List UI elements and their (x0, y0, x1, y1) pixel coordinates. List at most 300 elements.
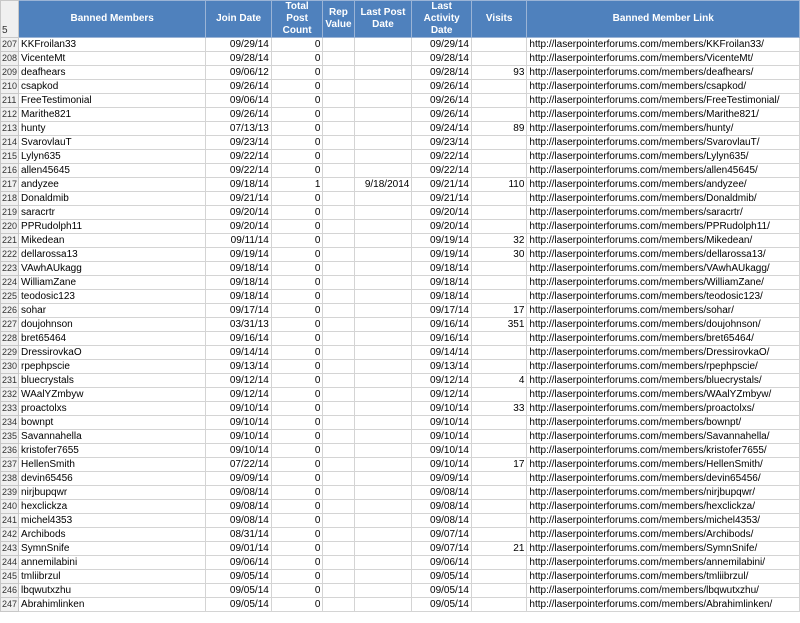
last-activity-date-cell[interactable]: 09/10/14 (412, 444, 472, 458)
member-link-cell[interactable]: http://laserpointerforums.com/members/nirjbupqwr/ (527, 486, 800, 500)
rep-value-cell[interactable] (323, 472, 354, 486)
visits-cell[interactable] (471, 430, 526, 444)
post-count-cell[interactable]: 0 (271, 430, 323, 444)
member-name-cell[interactable]: hunty (19, 122, 206, 136)
rep-value-cell[interactable] (323, 206, 354, 220)
join-date-cell[interactable]: 09/10/14 (206, 416, 271, 430)
member-link-cell[interactable]: http://laserpointerforums.com/members/DressirovkaO/ (527, 346, 800, 360)
last-activity-date-cell[interactable]: 09/24/14 (412, 122, 472, 136)
join-date-cell[interactable]: 07/22/14 (206, 458, 271, 472)
join-date-cell[interactable]: 08/31/14 (206, 528, 271, 542)
member-name-cell[interactable]: Lylyn635 (19, 150, 206, 164)
last-post-date-cell[interactable] (354, 332, 412, 346)
rep-value-cell[interactable] (323, 486, 354, 500)
visits-cell[interactable] (471, 388, 526, 402)
join-date-cell[interactable]: 09/09/14 (206, 472, 271, 486)
row-number[interactable]: 215 (1, 150, 19, 164)
last-activity-date-cell[interactable]: 09/12/14 (412, 374, 472, 388)
post-count-cell[interactable]: 0 (271, 388, 323, 402)
member-name-cell[interactable]: saracrtr (19, 206, 206, 220)
visits-cell[interactable] (471, 38, 526, 52)
member-link-cell[interactable]: http://laserpointerforums.com/members/hunty/ (527, 122, 800, 136)
last-activity-date-cell[interactable]: 09/07/14 (412, 542, 472, 556)
last-activity-date-cell[interactable]: 09/10/14 (412, 458, 472, 472)
visits-cell[interactable]: 32 (471, 234, 526, 248)
join-date-cell[interactable]: 09/26/14 (206, 108, 271, 122)
member-link-cell[interactable]: http://laserpointerforums.com/members/rpephpscie/ (527, 360, 800, 374)
row-number[interactable]: 225 (1, 290, 19, 304)
member-link-cell[interactable]: http://laserpointerforums.com/members/PPRudolph11/ (527, 220, 800, 234)
member-link-cell[interactable]: http://laserpointerforums.com/members/Donaldmib/ (527, 192, 800, 206)
last-post-date-cell[interactable] (354, 318, 412, 332)
last-post-date-cell[interactable] (354, 528, 412, 542)
row-number[interactable]: 236 (1, 444, 19, 458)
post-count-cell[interactable]: 0 (271, 486, 323, 500)
rep-value-cell[interactable] (323, 38, 354, 52)
visits-cell[interactable] (471, 332, 526, 346)
member-name-cell[interactable]: devin65456 (19, 472, 206, 486)
member-link-cell[interactable]: http://laserpointerforums.com/members/bownpt/ (527, 416, 800, 430)
post-count-cell[interactable]: 0 (271, 52, 323, 66)
last-activity-date-cell[interactable]: 09/21/14 (412, 178, 472, 192)
row-number[interactable]: 238 (1, 472, 19, 486)
row-number[interactable]: 216 (1, 164, 19, 178)
member-name-cell[interactable]: VicenteMt (19, 52, 206, 66)
last-post-date-cell[interactable] (354, 542, 412, 556)
join-date-cell[interactable]: 09/18/14 (206, 262, 271, 276)
header-total-post-count[interactable]: Total Post Count (271, 1, 323, 38)
visits-cell[interactable] (471, 290, 526, 304)
rep-value-cell[interactable] (323, 234, 354, 248)
member-name-cell[interactable]: hexclickza (19, 500, 206, 514)
join-date-cell[interactable]: 09/08/14 (206, 500, 271, 514)
last-activity-date-cell[interactable]: 09/09/14 (412, 472, 472, 486)
row-number[interactable]: 221 (1, 234, 19, 248)
join-date-cell[interactable]: 09/19/14 (206, 248, 271, 262)
member-name-cell[interactable]: Mikedean (19, 234, 206, 248)
visits-cell[interactable] (471, 220, 526, 234)
last-post-date-cell[interactable] (354, 444, 412, 458)
header-banned-members[interactable]: Banned Members (19, 1, 206, 38)
last-post-date-cell[interactable] (354, 80, 412, 94)
post-count-cell[interactable]: 0 (271, 304, 323, 318)
member-link-cell[interactable]: http://laserpointerforums.com/members/proactolxs/ (527, 402, 800, 416)
member-name-cell[interactable]: dellarossa13 (19, 248, 206, 262)
post-count-cell[interactable]: 0 (271, 234, 323, 248)
row-number[interactable]: 230 (1, 360, 19, 374)
member-name-cell[interactable]: HellenSmith (19, 458, 206, 472)
visits-cell[interactable] (471, 206, 526, 220)
row-number[interactable]: 213 (1, 122, 19, 136)
last-activity-date-cell[interactable]: 09/28/14 (412, 52, 472, 66)
rep-value-cell[interactable] (323, 220, 354, 234)
last-post-date-cell[interactable] (354, 122, 412, 136)
join-date-cell[interactable]: 09/10/14 (206, 430, 271, 444)
join-date-cell[interactable]: 09/14/14 (206, 346, 271, 360)
row-number[interactable]: 246 (1, 584, 19, 598)
join-date-cell[interactable]: 09/20/14 (206, 220, 271, 234)
member-link-cell[interactable]: http://laserpointerforums.com/members/michel4353/ (527, 514, 800, 528)
member-name-cell[interactable]: proactolxs (19, 402, 206, 416)
post-count-cell[interactable]: 0 (271, 262, 323, 276)
member-name-cell[interactable]: bret65464 (19, 332, 206, 346)
row-number[interactable]: 223 (1, 262, 19, 276)
join-date-cell[interactable]: 09/26/14 (206, 80, 271, 94)
member-link-cell[interactable]: http://laserpointerforums.com/members/Mikedean/ (527, 234, 800, 248)
post-count-cell[interactable]: 0 (271, 192, 323, 206)
join-date-cell[interactable]: 09/10/14 (206, 444, 271, 458)
member-link-cell[interactable]: http://laserpointerforums.com/members/FreeTestimonial/ (527, 94, 800, 108)
last-activity-date-cell[interactable]: 09/10/14 (412, 402, 472, 416)
rep-value-cell[interactable] (323, 52, 354, 66)
visits-cell[interactable]: 89 (471, 122, 526, 136)
member-name-cell[interactable]: doujohnson (19, 318, 206, 332)
last-activity-date-cell[interactable]: 09/28/14 (412, 66, 472, 80)
join-date-cell[interactable]: 09/18/14 (206, 290, 271, 304)
visits-cell[interactable] (471, 276, 526, 290)
member-name-cell[interactable]: allen45645 (19, 164, 206, 178)
row-number[interactable]: 226 (1, 304, 19, 318)
post-count-cell[interactable]: 0 (271, 150, 323, 164)
row-number[interactable]: 228 (1, 332, 19, 346)
join-date-cell[interactable]: 09/05/14 (206, 598, 271, 612)
last-activity-date-cell[interactable]: 09/26/14 (412, 108, 472, 122)
last-activity-date-cell[interactable]: 09/05/14 (412, 570, 472, 584)
visits-cell[interactable] (471, 598, 526, 612)
member-link-cell[interactable]: http://laserpointerforums.com/members/hexclickza/ (527, 500, 800, 514)
member-link-cell[interactable]: http://laserpointerforums.com/members/KKFroilan33/ (527, 38, 800, 52)
join-date-cell[interactable]: 09/12/14 (206, 388, 271, 402)
join-date-cell[interactable]: 09/21/14 (206, 192, 271, 206)
last-post-date-cell[interactable] (354, 514, 412, 528)
last-post-date-cell[interactable] (354, 136, 412, 150)
visits-cell[interactable]: 110 (471, 178, 526, 192)
last-post-date-cell[interactable] (354, 66, 412, 80)
join-date-cell[interactable]: 09/22/14 (206, 164, 271, 178)
member-link-cell[interactable]: http://laserpointerforums.com/members/Lylyn635/ (527, 150, 800, 164)
member-link-cell[interactable]: http://laserpointerforums.com/members/Savannahella/ (527, 430, 800, 444)
member-link-cell[interactable]: http://laserpointerforums.com/members/andyzee/ (527, 178, 800, 192)
row-number[interactable]: 243 (1, 542, 19, 556)
member-name-cell[interactable]: DressirovkaO (19, 346, 206, 360)
last-activity-date-cell[interactable]: 09/06/14 (412, 556, 472, 570)
member-link-cell[interactable]: http://laserpointerforums.com/members/deafhears/ (527, 66, 800, 80)
member-name-cell[interactable]: lbqwutxzhu (19, 584, 206, 598)
row-number[interactable]: 237 (1, 458, 19, 472)
rep-value-cell[interactable] (323, 402, 354, 416)
row-number[interactable]: 242 (1, 528, 19, 542)
post-count-cell[interactable]: 0 (271, 94, 323, 108)
join-date-cell[interactable]: 09/05/14 (206, 584, 271, 598)
last-post-date-cell[interactable] (354, 402, 412, 416)
last-post-date-cell[interactable] (354, 192, 412, 206)
member-link-cell[interactable]: http://laserpointerforums.com/members/csapkod/ (527, 80, 800, 94)
last-post-date-cell[interactable] (354, 290, 412, 304)
last-activity-date-cell[interactable]: 09/12/14 (412, 388, 472, 402)
rep-value-cell[interactable] (323, 542, 354, 556)
rep-value-cell[interactable] (323, 374, 354, 388)
join-date-cell[interactable]: 09/22/14 (206, 150, 271, 164)
visits-cell[interactable] (471, 416, 526, 430)
rep-value-cell[interactable] (323, 430, 354, 444)
rep-value-cell[interactable] (323, 528, 354, 542)
last-post-date-cell[interactable] (354, 374, 412, 388)
rep-value-cell[interactable] (323, 500, 354, 514)
visits-cell[interactable] (471, 52, 526, 66)
row-number[interactable]: 233 (1, 402, 19, 416)
last-activity-date-cell[interactable]: 09/23/14 (412, 136, 472, 150)
visits-cell[interactable] (471, 500, 526, 514)
rep-value-cell[interactable] (323, 444, 354, 458)
post-count-cell[interactable]: 0 (271, 80, 323, 94)
member-name-cell[interactable]: Donaldmib (19, 192, 206, 206)
member-name-cell[interactable]: Savannahella (19, 430, 206, 444)
join-date-cell[interactable]: 09/20/14 (206, 206, 271, 220)
row-number[interactable]: 232 (1, 388, 19, 402)
visits-cell[interactable] (471, 514, 526, 528)
rep-value-cell[interactable] (323, 164, 354, 178)
rep-value-cell[interactable] (323, 150, 354, 164)
join-date-cell[interactable]: 09/10/14 (206, 402, 271, 416)
join-date-cell[interactable]: 09/01/14 (206, 542, 271, 556)
post-count-cell[interactable]: 0 (271, 374, 323, 388)
last-post-date-cell[interactable] (354, 38, 412, 52)
member-link-cell[interactable]: http://laserpointerforums.com/members/HellenSmith/ (527, 458, 800, 472)
visits-cell[interactable] (471, 192, 526, 206)
last-activity-date-cell[interactable]: 09/21/14 (412, 192, 472, 206)
last-post-date-cell[interactable] (354, 430, 412, 444)
post-count-cell[interactable]: 0 (271, 444, 323, 458)
join-date-cell[interactable]: 07/13/13 (206, 122, 271, 136)
last-activity-date-cell[interactable]: 09/19/14 (412, 234, 472, 248)
rep-value-cell[interactable] (323, 136, 354, 150)
member-name-cell[interactable]: VAwhAUkagg (19, 262, 206, 276)
visits-cell[interactable] (471, 360, 526, 374)
member-name-cell[interactable]: andyzee (19, 178, 206, 192)
member-link-cell[interactable]: http://laserpointerforums.com/members/annemilabini/ (527, 556, 800, 570)
member-link-cell[interactable]: http://laserpointerforums.com/members/bret65464/ (527, 332, 800, 346)
post-count-cell[interactable]: 0 (271, 542, 323, 556)
member-link-cell[interactable]: http://laserpointerforums.com/members/allen45645/ (527, 164, 800, 178)
member-link-cell[interactable]: http://laserpointerforums.com/members/WAalYZmbyw/ (527, 388, 800, 402)
member-link-cell[interactable]: http://laserpointerforums.com/members/lbqwutxzhu/ (527, 584, 800, 598)
post-count-cell[interactable]: 0 (271, 514, 323, 528)
last-post-date-cell[interactable] (354, 234, 412, 248)
visits-cell[interactable]: 21 (471, 542, 526, 556)
rep-value-cell[interactable] (323, 108, 354, 122)
last-post-date-cell[interactable] (354, 598, 412, 612)
row-number[interactable]: 219 (1, 206, 19, 220)
member-name-cell[interactable]: tmliibrzul (19, 570, 206, 584)
header-banned-member-link[interactable]: Banned Member Link (527, 1, 800, 38)
post-count-cell[interactable]: 0 (271, 38, 323, 52)
join-date-cell[interactable]: 09/11/14 (206, 234, 271, 248)
member-link-cell[interactable]: http://laserpointerforums.com/members/tmliibrzul/ (527, 570, 800, 584)
row-number[interactable]: 214 (1, 136, 19, 150)
last-post-date-cell[interactable] (354, 52, 412, 66)
last-activity-date-cell[interactable]: 09/05/14 (412, 598, 472, 612)
join-date-cell[interactable]: 09/23/14 (206, 136, 271, 150)
member-name-cell[interactable]: SymnSnife (19, 542, 206, 556)
visits-cell[interactable] (471, 108, 526, 122)
member-name-cell[interactable]: Marithe821 (19, 108, 206, 122)
row-number[interactable]: 212 (1, 108, 19, 122)
post-count-cell[interactable]: 0 (271, 290, 323, 304)
last-post-date-cell[interactable] (354, 150, 412, 164)
visits-cell[interactable]: 17 (471, 304, 526, 318)
last-activity-date-cell[interactable]: 09/26/14 (412, 80, 472, 94)
last-activity-date-cell[interactable]: 09/18/14 (412, 290, 472, 304)
last-activity-date-cell[interactable]: 09/05/14 (412, 584, 472, 598)
last-post-date-cell[interactable] (354, 220, 412, 234)
member-name-cell[interactable]: kristofer7655 (19, 444, 206, 458)
rep-value-cell[interactable] (323, 304, 354, 318)
row-number[interactable]: 209 (1, 66, 19, 80)
row-number[interactable]: 244 (1, 556, 19, 570)
member-link-cell[interactable]: http://laserpointerforums.com/members/dellarossa13/ (527, 248, 800, 262)
member-name-cell[interactable]: michel4353 (19, 514, 206, 528)
rep-value-cell[interactable] (323, 178, 354, 192)
last-post-date-cell[interactable] (354, 346, 412, 360)
visits-cell[interactable] (471, 528, 526, 542)
member-name-cell[interactable]: bluecrystals (19, 374, 206, 388)
member-name-cell[interactable]: rpephpscie (19, 360, 206, 374)
join-date-cell[interactable]: 09/06/14 (206, 556, 271, 570)
member-name-cell[interactable]: csapkod (19, 80, 206, 94)
post-count-cell[interactable]: 0 (271, 206, 323, 220)
rep-value-cell[interactable] (323, 262, 354, 276)
member-name-cell[interactable]: WAalYZmbyw (19, 388, 206, 402)
post-count-cell[interactable]: 0 (271, 360, 323, 374)
visits-cell[interactable] (471, 150, 526, 164)
join-date-cell[interactable]: 03/31/13 (206, 318, 271, 332)
rep-value-cell[interactable] (323, 570, 354, 584)
post-count-cell[interactable]: 0 (271, 276, 323, 290)
visits-cell[interactable] (471, 584, 526, 598)
member-name-cell[interactable]: PPRudolph11 (19, 220, 206, 234)
member-link-cell[interactable]: http://laserpointerforums.com/members/Abrahimlinken/ (527, 598, 800, 612)
rep-value-cell[interactable] (323, 346, 354, 360)
post-count-cell[interactable]: 0 (271, 584, 323, 598)
post-count-cell[interactable]: 1 (271, 178, 323, 192)
post-count-cell[interactable]: 0 (271, 458, 323, 472)
last-activity-date-cell[interactable]: 09/08/14 (412, 500, 472, 514)
last-activity-date-cell[interactable]: 09/26/14 (412, 94, 472, 108)
post-count-cell[interactable]: 0 (271, 108, 323, 122)
row-number-header[interactable]: 5 (1, 1, 19, 38)
post-count-cell[interactable]: 0 (271, 220, 323, 234)
last-activity-date-cell[interactable]: 09/14/14 (412, 346, 472, 360)
rep-value-cell[interactable] (323, 556, 354, 570)
rep-value-cell[interactable] (323, 318, 354, 332)
row-number[interactable]: 247 (1, 598, 19, 612)
post-count-cell[interactable]: 0 (271, 332, 323, 346)
join-date-cell[interactable]: 09/06/12 (206, 66, 271, 80)
row-number[interactable]: 217 (1, 178, 19, 192)
join-date-cell[interactable]: 09/18/14 (206, 178, 271, 192)
header-visits[interactable]: Visits (471, 1, 526, 38)
member-link-cell[interactable]: http://laserpointerforums.com/members/sohar/ (527, 304, 800, 318)
header-join-date[interactable]: Join Date (206, 1, 271, 38)
row-number[interactable]: 239 (1, 486, 19, 500)
last-post-date-cell[interactable] (354, 556, 412, 570)
rep-value-cell[interactable] (323, 192, 354, 206)
member-link-cell[interactable]: http://laserpointerforums.com/members/WilliamZane/ (527, 276, 800, 290)
row-number[interactable]: 220 (1, 220, 19, 234)
last-post-date-cell[interactable] (354, 248, 412, 262)
rep-value-cell[interactable] (323, 66, 354, 80)
row-number[interactable]: 222 (1, 248, 19, 262)
join-date-cell[interactable]: 09/12/14 (206, 374, 271, 388)
member-link-cell[interactable]: http://laserpointerforums.com/members/saracrtr/ (527, 206, 800, 220)
header-last-post-date[interactable]: Last Post Date (354, 1, 412, 38)
last-activity-date-cell[interactable]: 09/16/14 (412, 332, 472, 346)
rep-value-cell[interactable] (323, 248, 354, 262)
post-count-cell[interactable]: 0 (271, 472, 323, 486)
last-activity-date-cell[interactable]: 09/19/14 (412, 248, 472, 262)
visits-cell[interactable]: 351 (471, 318, 526, 332)
row-number[interactable]: 234 (1, 416, 19, 430)
rep-value-cell[interactable] (323, 458, 354, 472)
member-name-cell[interactable]: bownpt (19, 416, 206, 430)
member-link-cell[interactable]: http://laserpointerforums.com/members/devin65456/ (527, 472, 800, 486)
last-post-date-cell[interactable] (354, 458, 412, 472)
member-name-cell[interactable]: WilliamZane (19, 276, 206, 290)
join-date-cell[interactable]: 09/18/14 (206, 276, 271, 290)
row-number[interactable]: 210 (1, 80, 19, 94)
member-link-cell[interactable]: http://laserpointerforums.com/members/SymnSnife/ (527, 542, 800, 556)
join-date-cell[interactable]: 09/13/14 (206, 360, 271, 374)
last-activity-date-cell[interactable]: 09/08/14 (412, 514, 472, 528)
join-date-cell[interactable]: 09/08/14 (206, 514, 271, 528)
last-post-date-cell[interactable]: 9/18/2014 (354, 178, 412, 192)
last-post-date-cell[interactable] (354, 108, 412, 122)
last-post-date-cell[interactable] (354, 262, 412, 276)
join-date-cell[interactable]: 09/06/14 (206, 94, 271, 108)
row-number[interactable]: 229 (1, 346, 19, 360)
visits-cell[interactable] (471, 262, 526, 276)
visits-cell[interactable] (471, 80, 526, 94)
row-number[interactable]: 240 (1, 500, 19, 514)
visits-cell[interactable]: 33 (471, 402, 526, 416)
header-rep-value[interactable]: Rep Value (323, 1, 354, 38)
last-activity-date-cell[interactable]: 09/10/14 (412, 430, 472, 444)
member-link-cell[interactable]: http://laserpointerforums.com/members/Archibods/ (527, 528, 800, 542)
last-activity-date-cell[interactable]: 09/07/14 (412, 528, 472, 542)
rep-value-cell[interactable] (323, 416, 354, 430)
last-post-date-cell[interactable] (354, 472, 412, 486)
rep-value-cell[interactable] (323, 598, 354, 612)
rep-value-cell[interactable] (323, 360, 354, 374)
last-activity-date-cell[interactable]: 09/20/14 (412, 220, 472, 234)
last-activity-date-cell[interactable]: 09/29/14 (412, 38, 472, 52)
row-number[interactable]: 208 (1, 52, 19, 66)
row-number[interactable]: 207 (1, 38, 19, 52)
join-date-cell[interactable]: 09/08/14 (206, 486, 271, 500)
visits-cell[interactable] (471, 486, 526, 500)
row-number[interactable]: 241 (1, 514, 19, 528)
post-count-cell[interactable]: 0 (271, 402, 323, 416)
last-post-date-cell[interactable] (354, 276, 412, 290)
member-link-cell[interactable]: http://laserpointerforums.com/members/VAwhAUkagg/ (527, 262, 800, 276)
row-number[interactable]: 227 (1, 318, 19, 332)
member-link-cell[interactable]: http://laserpointerforums.com/members/doujohnson/ (527, 318, 800, 332)
join-date-cell[interactable]: 09/05/14 (206, 570, 271, 584)
post-count-cell[interactable]: 0 (271, 136, 323, 150)
last-activity-date-cell[interactable]: 09/08/14 (412, 486, 472, 500)
visits-cell[interactable] (471, 136, 526, 150)
visits-cell[interactable]: 30 (471, 248, 526, 262)
